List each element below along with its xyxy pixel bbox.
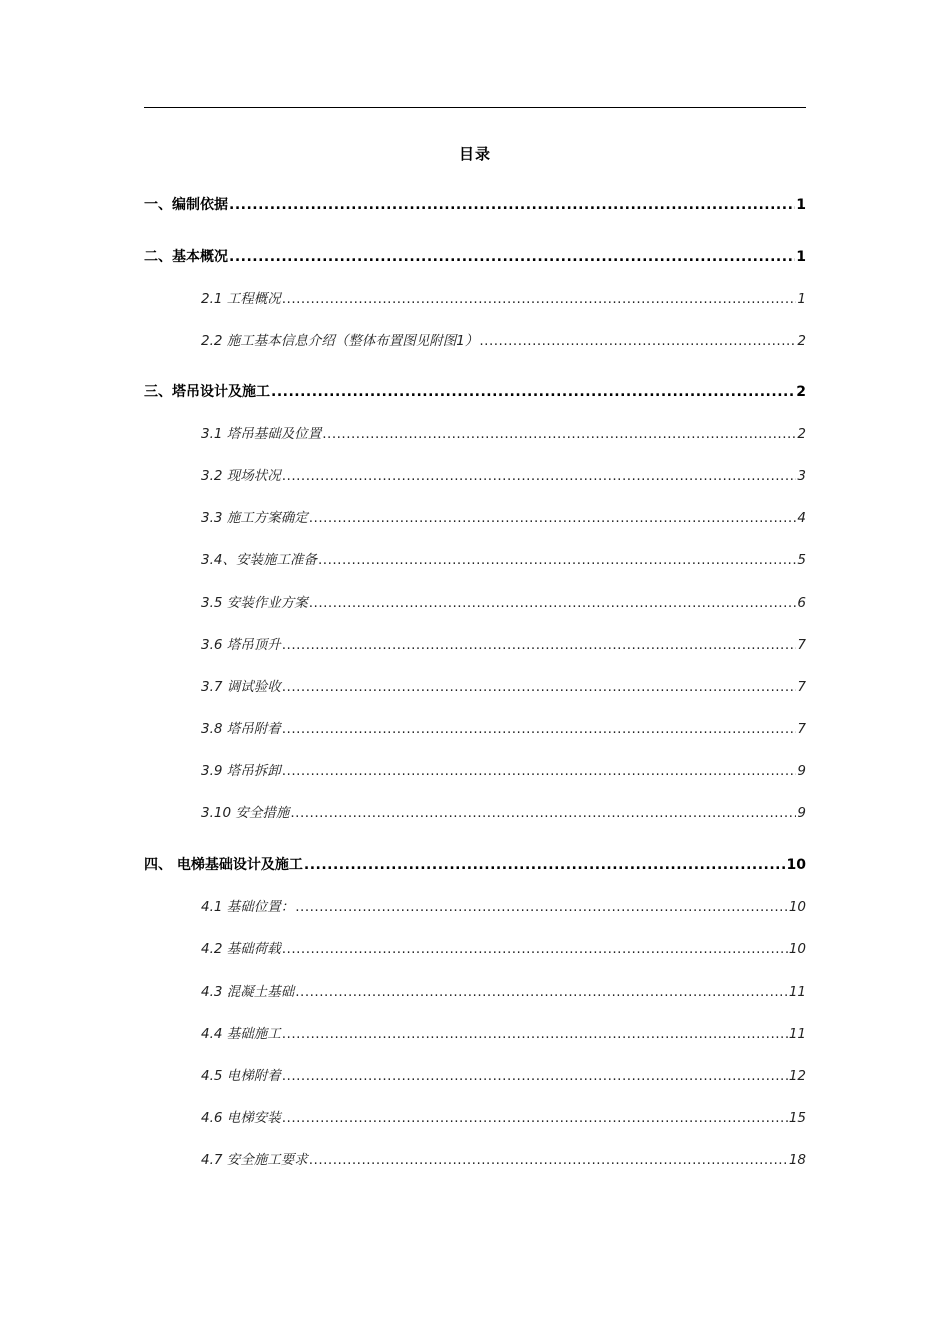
toc-subentry[interactable] — [201, 1108, 806, 1128]
toc-entry-page: 10 — [788, 899, 806, 915]
toc-leader-dots — [229, 195, 795, 215]
toc-entry-page: 10 — [786, 857, 806, 873]
toc-entry-label: 4.5 电梯附着 — [201, 1068, 281, 1084]
toc-entry-page: 7 — [797, 721, 806, 737]
toc-entry-page: 2 — [797, 426, 806, 442]
toc-entry-page: 2 — [797, 333, 806, 349]
toc-entry-label: 3.8 塔吊附着 — [201, 721, 281, 737]
toc-leader-dots — [479, 331, 796, 351]
toc-leader-dots — [282, 939, 788, 959]
toc-entry[interactable] — [144, 195, 806, 215]
toc-subentry[interactable] — [201, 677, 806, 697]
toc-entry[interactable] — [144, 247, 806, 267]
toc-entry-page: 4 — [797, 510, 806, 526]
toc-entry-label: 3.2 现场状况 — [201, 468, 281, 484]
toc-subentry[interactable] — [201, 761, 806, 781]
toc-entry-page: 9 — [797, 763, 806, 779]
toc-entry-page: 18 — [788, 1152, 806, 1168]
toc-title: 目录 — [458, 145, 491, 163]
toc-entry[interactable] — [144, 382, 806, 402]
toc-leader-dots — [282, 466, 797, 486]
toc-entry-page: 1 — [796, 249, 806, 265]
toc-subentry[interactable] — [201, 719, 806, 739]
toc-subentry[interactable] — [201, 331, 806, 351]
toc-subentry[interactable] — [201, 1150, 806, 1170]
toc-subentry[interactable] — [201, 1024, 806, 1044]
toc-leader-dots — [282, 1108, 788, 1128]
toc-entry-label: 三、塔吊设计及施工 — [144, 384, 270, 400]
toc-entry-label: 2.2 施工基本信息介绍（整体布置图见附图1） — [201, 333, 479, 349]
toc-leader-dots — [282, 635, 797, 655]
toc-subentry[interactable] — [201, 424, 806, 444]
toc-entry-label: 4.4 基础施工 — [201, 1026, 281, 1042]
toc-subentry[interactable] — [201, 289, 806, 309]
toc-entry-page: 15 — [788, 1110, 806, 1126]
toc-leader-dots — [282, 1024, 788, 1044]
toc-entry-label: 四、 电梯基础设计及施工 — [144, 857, 303, 873]
toc-entry-label: 3.4、安装施工准备 — [201, 552, 317, 568]
toc-subentry[interactable] — [201, 939, 806, 959]
toc-leader-dots — [290, 803, 796, 823]
toc-entry-page: 9 — [797, 805, 806, 821]
toc-subentry[interactable] — [201, 508, 806, 528]
toc-subentry[interactable] — [201, 466, 806, 486]
toc-entry-label: 3.6 塔吊顶升 — [201, 637, 281, 653]
toc-leader-dots — [309, 1150, 788, 1170]
toc-entry-label: 3.5 安装作业方案 — [201, 595, 308, 611]
toc-leader-dots — [322, 424, 796, 444]
toc-entry-page: 12 — [788, 1068, 806, 1084]
toc-entry-label: 二、基本概况 — [144, 249, 228, 265]
toc-leader-dots — [309, 593, 797, 613]
toc-entry-page: 5 — [797, 552, 806, 568]
toc-leader-dots — [282, 677, 797, 697]
toc-entry[interactable] — [144, 855, 806, 875]
toc-subentry[interactable] — [201, 1066, 806, 1086]
toc-entry-page: 7 — [797, 679, 806, 695]
toc-leader-dots — [282, 289, 797, 309]
toc-leader-dots — [304, 855, 786, 875]
toc-entry-label: 4.7 安全施工要求 — [201, 1152, 308, 1168]
toc-entry-page: 6 — [797, 595, 806, 611]
toc-entry-label: 4.2 基础荷载 — [201, 941, 281, 957]
toc-entry-page: 3 — [797, 468, 806, 484]
toc-entry-page: 1 — [797, 291, 806, 307]
toc-entry-label: 3.1 塔吊基础及位置 — [201, 426, 322, 442]
toc-subentry[interactable] — [201, 897, 806, 917]
toc-entry-page: 11 — [788, 984, 806, 1000]
toc-entry-label: 4.1 基础位置： — [201, 899, 295, 915]
toc-leader-dots — [318, 550, 796, 570]
toc-leader-dots — [295, 982, 788, 1002]
toc-entry-label: 3.9 塔吊拆卸 — [201, 763, 281, 779]
toc-entry-label: 4.6 电梯安装 — [201, 1110, 281, 1126]
toc-entry-label: 一、编制依据 — [144, 197, 228, 213]
toc-leader-dots — [282, 1066, 788, 1086]
toc-leader-dots — [282, 719, 797, 739]
toc-leader-dots — [295, 897, 788, 917]
toc-leader-dots — [271, 382, 795, 402]
toc-entry-page: 10 — [788, 941, 806, 957]
toc-entry-label: 3.3 施工方案确定 — [201, 510, 308, 526]
toc-subentry[interactable] — [201, 635, 806, 655]
toc-entry-label: 2.1 工程概况 — [201, 291, 281, 307]
toc-entry-page: 11 — [788, 1026, 806, 1042]
toc-subentry[interactable] — [201, 593, 806, 613]
toc-entry-label: 3.7 调试验收 — [201, 679, 281, 695]
toc-leader-dots — [282, 761, 797, 781]
toc-entry-label: 4.3 混凝土基础 — [201, 984, 295, 1000]
toc-entry-label: 3.10 安全措施 — [201, 805, 290, 821]
toc-subentry[interactable] — [201, 982, 806, 1002]
toc-entry-page: 7 — [797, 637, 806, 653]
toc-entry-page: 1 — [796, 197, 806, 213]
toc-entry-page: 2 — [796, 384, 806, 400]
toc-leader-dots — [309, 508, 797, 528]
toc-subentry[interactable] — [201, 550, 806, 570]
toc-leader-dots — [229, 247, 795, 267]
toc-subentry[interactable] — [201, 803, 806, 823]
